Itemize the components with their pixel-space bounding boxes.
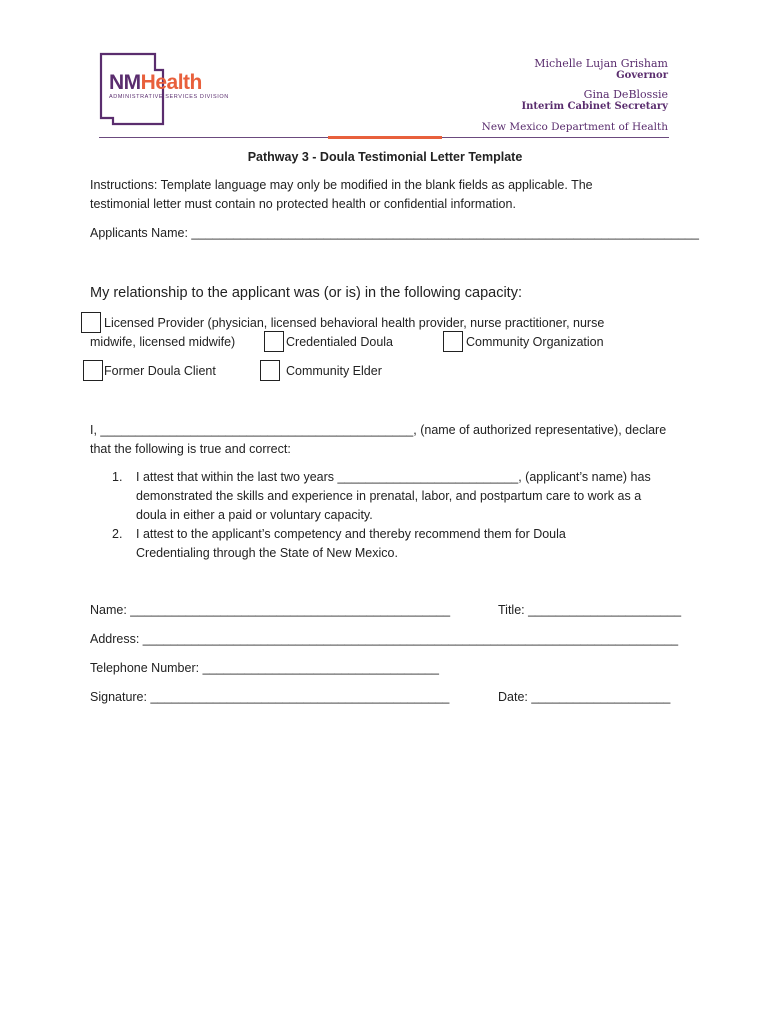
header-accent-bar	[328, 136, 442, 139]
licensed-provider-label-2: midwife, licensed midwife)	[90, 335, 236, 349]
address-field[interactable]: Address: _____________________________________________________________________________	[90, 632, 679, 646]
instructions-line-1: Instructions: Template language may only be modified in the blank fields as applicable. The	[90, 178, 593, 192]
document-title: Pathway 3 - Doula Testimonial Letter Template	[247, 150, 523, 164]
signature-field[interactable]: Signature: ___________________________________________	[90, 690, 450, 704]
community-organization-checkbox[interactable]	[443, 331, 463, 352]
community-elder-label: Community Elder	[286, 364, 382, 378]
logo-subtitle: ADMINISTRATIVE SERVICES DIVISION	[109, 94, 229, 100]
secretary-name: Gina DeBlossie	[583, 88, 668, 101]
former-client-checkbox[interactable]	[83, 360, 103, 381]
title-field[interactable]: Title: ______________________	[498, 603, 682, 617]
date-field[interactable]: Date: ____________________	[498, 690, 671, 704]
list-item: 1. I attest that within the last two years __________________________, (applicant’s name) has demonstrated the skills and experience in prenatal, labor, and postpartum care to work as a doula in either a paid or voluntary capacity.	[112, 470, 651, 522]
community-organization-label: Community Organization	[466, 335, 604, 349]
former-client-label: Former Doula Client	[104, 364, 216, 378]
declaration-line-1[interactable]: I, _____________________________________________, (name of authorized representative), declare	[90, 423, 667, 437]
community-elder-checkbox[interactable]	[260, 360, 280, 381]
instructions-line-2: testimonial letter must contain no protected health or confidential information.	[90, 197, 516, 211]
credentialed-doula-checkbox[interactable]	[264, 331, 284, 352]
governor-title: Governor	[616, 70, 668, 81]
licensed-provider-label-1: Licensed Provider (physician, licensed behavioral health provider, nurse practitioner, nurse	[104, 316, 605, 330]
governor-name: Michelle Lujan Grisham	[534, 57, 668, 70]
telephone-field[interactable]: Telephone Number: __________________________________	[90, 661, 439, 675]
nmhealth-logo-text: NMHealth	[109, 71, 202, 94]
list-item: 2. I attest to the applicant’s competency and thereby recommend them for Doula Credentialing through the State of New Mexico.	[112, 527, 566, 560]
name-field[interactable]: Name: ______________________________________________	[90, 603, 451, 617]
secretary-title: Interim Cabinet Secretary	[521, 101, 668, 112]
attestation-list	[90, 468, 690, 563]
declaration-line-2: that the following is true and correct:	[90, 442, 291, 456]
licensed-provider-checkbox[interactable]	[81, 312, 101, 333]
relationship-heading: My relationship to the applicant was (or is) in the following capacity:	[90, 285, 522, 301]
credentialed-doula-label: Credentialed Doula	[286, 335, 394, 349]
department-name: New Mexico Department of Health	[481, 121, 668, 133]
applicants-name-field[interactable]: Applicants Name: _________________________________________________________________________	[90, 226, 699, 240]
